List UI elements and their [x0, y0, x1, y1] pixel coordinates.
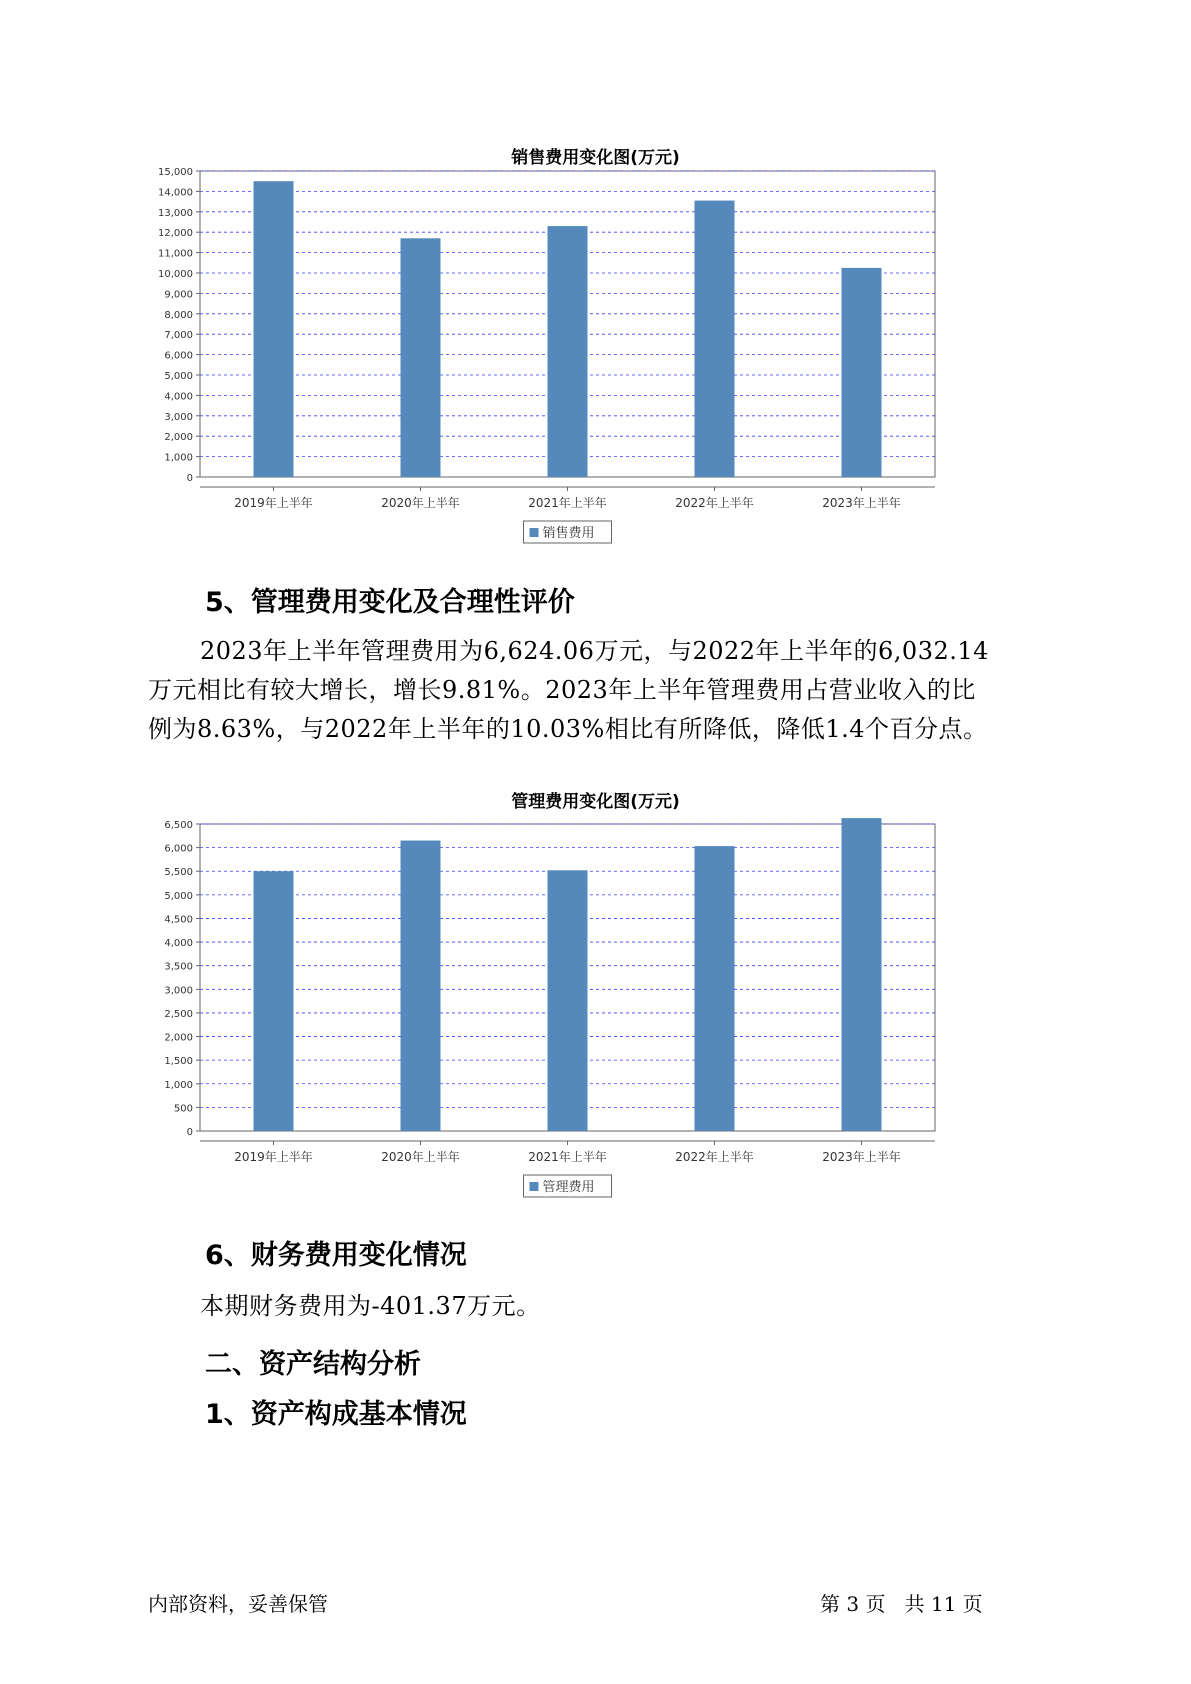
section5-heading: 5、管理费用变化及合理性评价 — [205, 587, 575, 618]
x-tick-label: 2023年上半年 — [822, 1150, 901, 1164]
legend-swatch — [530, 1182, 539, 1191]
asset-composition-heading: 1、资产构成基本情况 — [205, 1399, 467, 1430]
paragraph-line: 万元相比有较大增长，增长9.81%。2023年上半年管理费用占营业收入的比 — [148, 676, 976, 704]
bar — [254, 871, 294, 1131]
y-tick-label: 1,000 — [164, 1079, 193, 1091]
y-tick-label: 5,500 — [164, 867, 193, 879]
bar — [401, 238, 441, 477]
y-tick-label: 2,000 — [164, 432, 193, 444]
sales-expense-chart — [150, 165, 1030, 550]
bar — [842, 818, 882, 1131]
x-tick-label: 2021年上半年 — [528, 1150, 607, 1164]
y-tick-label: 2,500 — [164, 1008, 193, 1020]
legend-label: 管理费用 — [542, 1180, 595, 1195]
y-tick-label: 6,000 — [164, 843, 193, 855]
x-tick-label: 2020年上半年 — [381, 496, 460, 510]
y-tick-label: 4,500 — [164, 914, 193, 926]
section5-paragraph — [148, 632, 1053, 749]
y-tick-label: 14,000 — [158, 187, 193, 199]
x-tick-label: 2022年上半年 — [675, 496, 754, 510]
y-tick-label: 12,000 — [158, 228, 193, 240]
x-tick-label: 2021年上半年 — [528, 496, 607, 510]
y-tick-label: 4,000 — [164, 391, 193, 403]
bar — [695, 201, 735, 477]
admin-expense-chart — [150, 813, 1030, 1203]
sales-chart-title: 销售费用变化图(万元) — [511, 148, 680, 168]
y-tick-label: 1,500 — [164, 1056, 193, 1068]
bar — [254, 181, 294, 477]
y-tick-label: 0 — [186, 473, 193, 484]
x-tick-label: 2019年上半年 — [234, 496, 313, 510]
legend-swatch — [530, 528, 539, 537]
y-tick-label: 13,000 — [158, 207, 193, 219]
y-tick-label: 500 — [173, 1103, 193, 1115]
y-tick-label: 10,000 — [158, 269, 193, 280]
section6-paragraph — [148, 1287, 1053, 1326]
bar — [548, 870, 588, 1131]
y-tick-label: 2,000 — [164, 1032, 193, 1044]
y-tick-label: 3,000 — [164, 985, 193, 997]
bar — [842, 268, 882, 477]
x-tick-label: 2020年上半年 — [381, 1150, 460, 1164]
y-tick-label: 5,000 — [164, 371, 193, 382]
bar — [695, 846, 735, 1131]
y-tick-label: 6,500 — [164, 820, 193, 831]
admin-chart-title: 管理费用变化图(万元) — [511, 792, 680, 812]
paragraph-line: 本期财务费用为-401.37万元。 — [200, 1292, 541, 1320]
y-tick-label: 1,000 — [164, 452, 193, 464]
y-tick-label: 3,500 — [164, 961, 193, 973]
y-tick-label: 11,000 — [158, 248, 193, 260]
y-tick-label: 6,000 — [164, 350, 193, 362]
section6-heading: 6、财务费用变化情况 — [205, 1240, 467, 1271]
x-tick-label: 2023年上半年 — [822, 496, 901, 510]
x-tick-label: 2022年上半年 — [675, 1150, 754, 1164]
y-tick-label: 4,000 — [164, 938, 193, 950]
paragraph-line: 例为8.63%，与2022年上半年的10.03%相比有所降低，降低1.4个百分点。 — [148, 715, 988, 743]
legend-label: 销售费用 — [542, 526, 595, 541]
footer-confidential: 内部资料，妥善保管 — [148, 1592, 328, 1616]
asset-structure-heading: 二、资产结构分析 — [205, 1349, 421, 1380]
paragraph-line: 2023年上半年管理费用为6,624.06万元，与2022年上半年的6,032.14 — [200, 637, 989, 665]
y-tick-label: 15,000 — [158, 167, 193, 178]
y-tick-label: 5,000 — [164, 890, 193, 902]
bar — [548, 226, 588, 477]
x-tick-label: 2019年上半年 — [234, 1150, 313, 1164]
y-tick-label: 8,000 — [164, 309, 193, 321]
y-tick-label: 3,000 — [164, 411, 193, 423]
footer-page-number: 第 3 页 共 11 页 — [820, 1592, 983, 1616]
bar — [401, 841, 441, 1131]
y-tick-label: 7,000 — [164, 330, 193, 342]
y-tick-label: 9,000 — [164, 289, 193, 301]
y-tick-label: 0 — [186, 1127, 193, 1138]
